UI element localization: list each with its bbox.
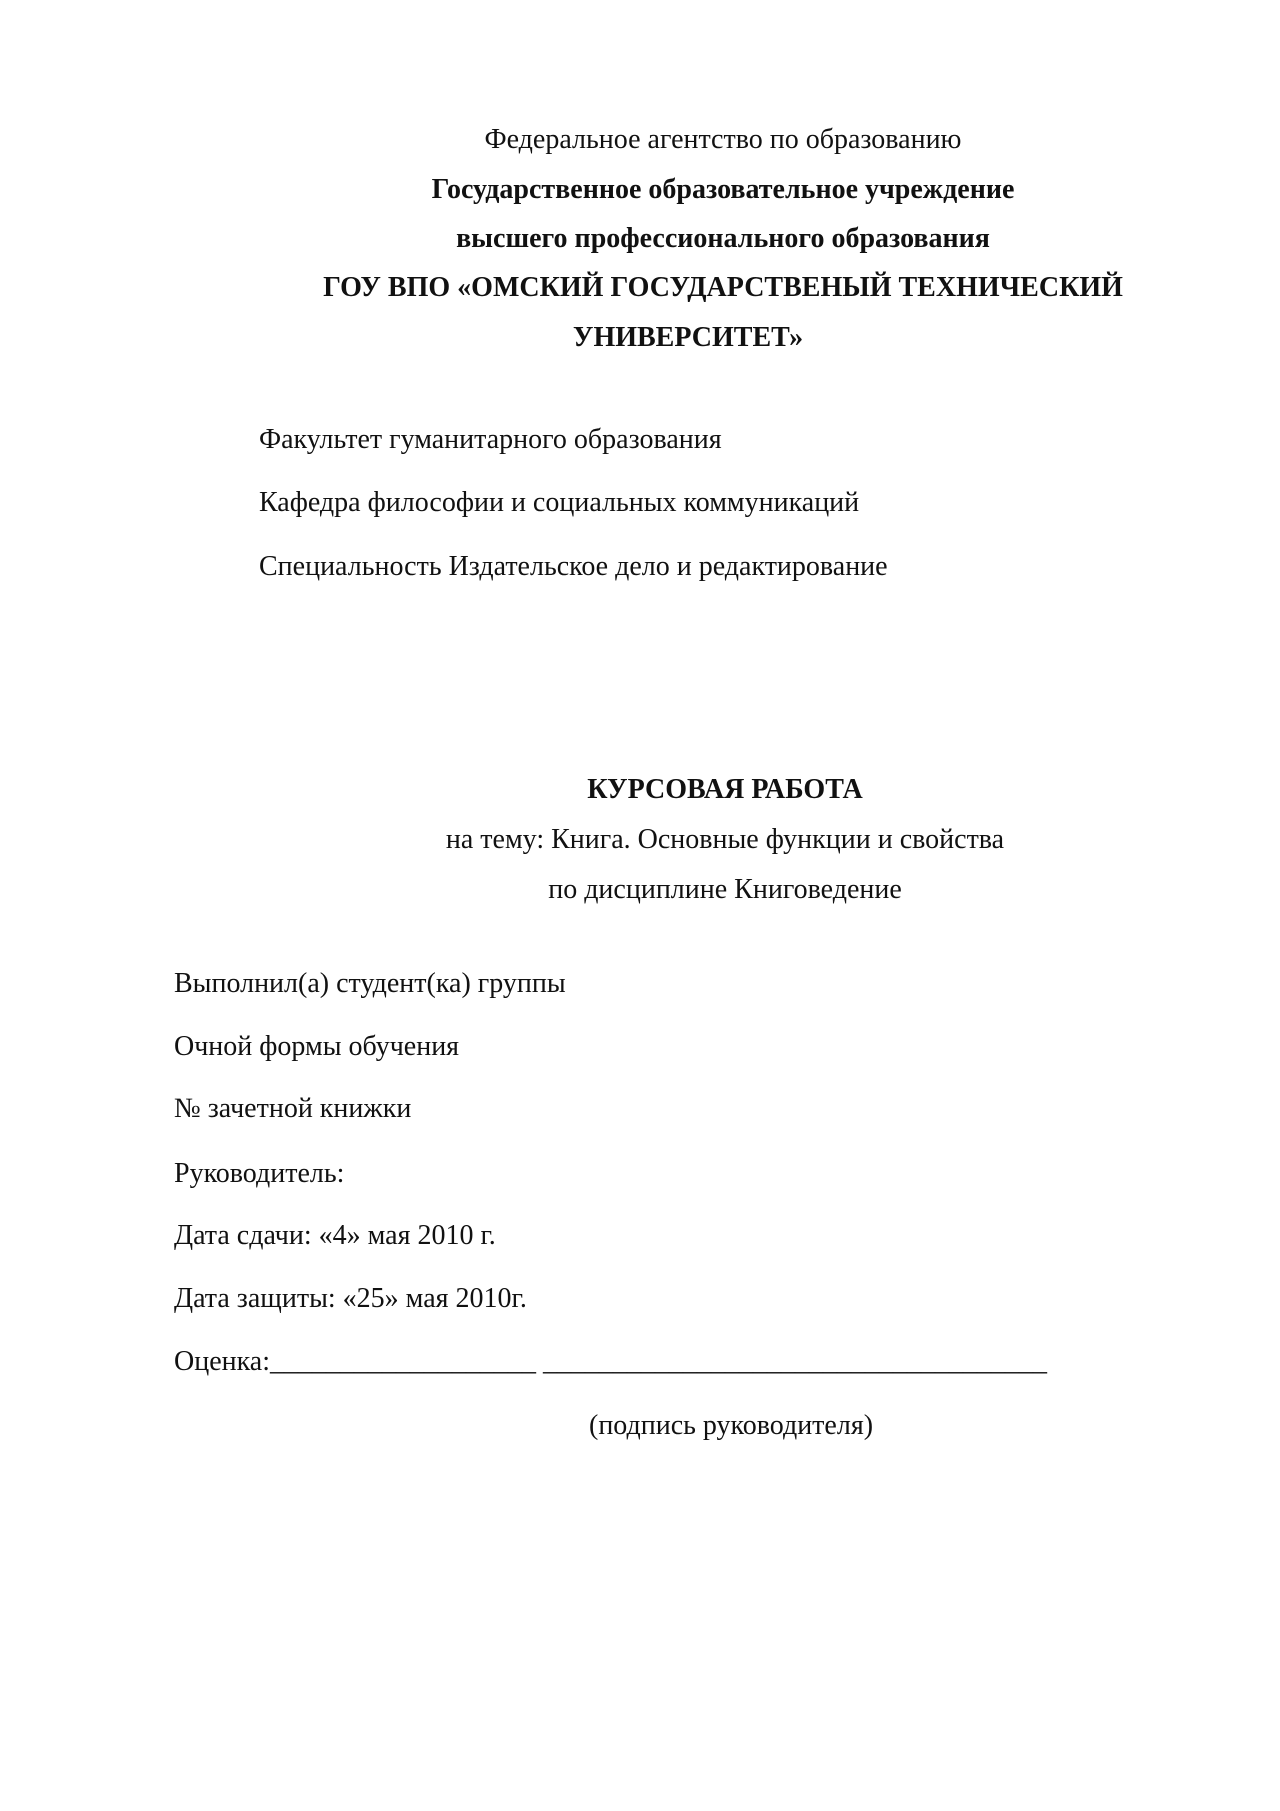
record-book-line: № зачетной книжки xyxy=(174,1093,412,1124)
university-line-2: УНИВЕРСИТЕТ» xyxy=(572,322,804,353)
specialty-line: Специальность Издательское дело и редактирование xyxy=(259,551,888,582)
institution-line-1: Государственное образовательное учреждение xyxy=(431,174,1015,205)
defense-date-line: Дата защиты: «25» мая 2010г. xyxy=(174,1283,527,1314)
document-title: КУРСОВАЯ РАБОТА xyxy=(587,774,863,805)
faculty-line: Факультет гуманитарного образования xyxy=(259,424,722,455)
student-line: Выполнил(а) студент(ка) группы xyxy=(174,968,566,999)
university-line-1: ГОУ ВПО «ОМСКИЙ ГОСУДАРСТВЕНЫЙ ТЕХНИЧЕСКИЙ xyxy=(323,272,1123,303)
grade-line: Оценка:___________________ ____________________________________ xyxy=(174,1346,1048,1377)
topic-line: на тему: Книга. Основные функции и свойства xyxy=(445,824,1005,855)
signature-caption: (подпись руководителя) xyxy=(589,1410,874,1441)
chair-line: Кафедра философии и социальных коммуникаций xyxy=(259,487,860,518)
institution-line-2: высшего профессионального образования xyxy=(456,223,990,254)
supervisor-line: Руководитель: xyxy=(174,1158,345,1189)
study-form-line: Очной формы обучения xyxy=(174,1031,460,1062)
submission-date-line: Дата сдачи: «4» мая 2010 г. xyxy=(174,1220,496,1251)
discipline-line: по дисциплине Книговедение xyxy=(548,874,902,905)
agency-line: Федеральное агентство по образованию xyxy=(484,124,962,155)
